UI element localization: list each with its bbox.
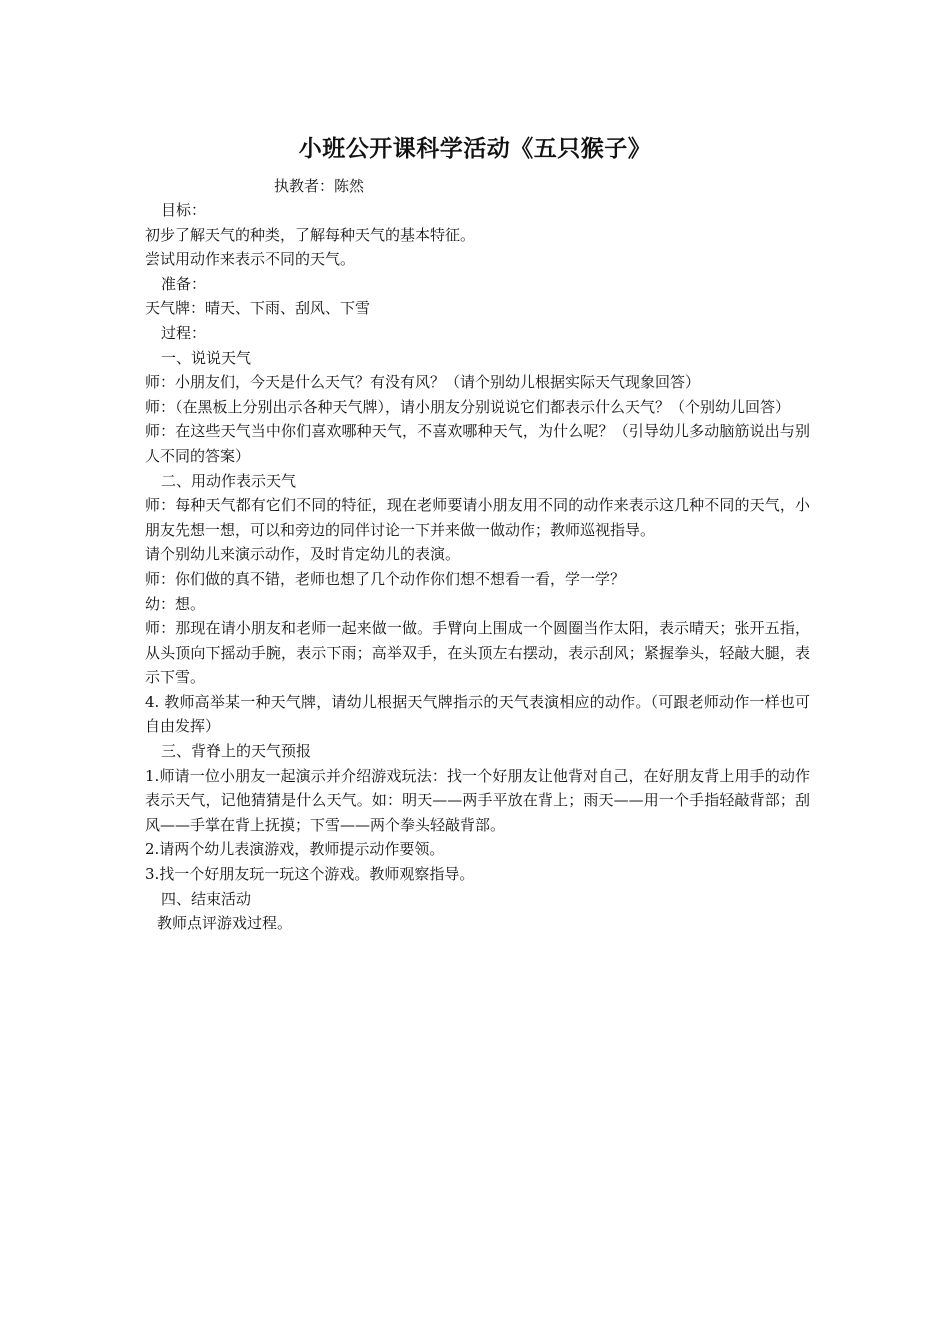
section-heading-preparation: 准备： [161,274,207,293]
paragraph: 1.师请一位小朋友一起演示并介绍游戏玩法：找一个好朋友让他背对自己，在好朋友背上用手的动作表示天气，记他猜猜是什么天气。如：明天——两手平放在背上；雨天——用一个手指轻敲背部；刮风——手掌在背上抚摸；下雪——两个拳头轻敲背部。 [145,766,810,834]
paragraph: 教师点评游戏过程。 [157,914,293,933]
goal-item: 尝试用动作来表示不同的天气。 [145,250,356,269]
paragraph: 3.找一个好朋友玩一玩这个游戏。教师观察指导。 [145,865,475,884]
document-title: 小班公开课科学活动《五只猴子》 [298,135,652,162]
goal-item: 初步了解天气的种类，了解每种天气的基本特征。 [145,225,476,244]
section-heading-process: 过程： [161,323,207,342]
paragraph: 请个别幼儿来演示动作，及时肯定幼儿的表演。 [145,545,461,564]
paragraph: 2.请两个幼儿表演游戏，教师提示动作要领。 [145,840,445,859]
paragraph: 师：在这些天气当中你们喜欢哪种天气，不喜欢哪种天气，为什么呢？（引导幼儿多动脑筋说出与别人不同的答案） [145,422,810,465]
preparation-item: 天气牌：晴天、下雨、刮风、下雪 [145,299,371,318]
document-body [145,198,810,936]
paragraph: 师：那现在请小朋友和老师一起来做一做。手臂向上围成一个圆圈当作太阳，表示晴天；张开五指，从头顶向下摇动手腕，表示下雨；高举双手，在头顶左右摆动，表示刮风；紧握拳头，轻敲大腿，表示下雪。 [145,619,810,687]
step-heading: 三、背脊上的天气预报 [161,742,312,761]
step-heading: 四、结束活动 [161,889,252,908]
paragraph: 师：小朋友们，今天是什么天气？有没有风？（请个别幼儿根据实际天气现象回答） [145,373,701,392]
paragraph: 幼：想。 [145,594,206,613]
paragraph: 师：每种天气都有它们不同的特征，现在老师要请小朋友用不同的动作来表示这几种不同的天气，小朋友先想一想，可以和旁边的同伴讨论一下并来做一做动作；教师巡视指导。 [145,496,810,539]
paragraph: 师：（在黑板上分别出示各种天气牌），请小朋友分别说说它们都表示什么天气？（个别幼儿回答） [145,397,791,416]
paragraph: 师：你们做的真不错，老师也想了几个动作你们想不想看一看，学一学？ [145,569,626,588]
section-heading-goals: 目标： [161,201,207,219]
paragraph: 4. 教师高举某一种天气牌，请幼儿根据天气牌指示的天气表演相应的动作。（可跟老师动作一样也可自由发挥） [145,692,810,736]
step-heading: 一、说说天气 [161,348,252,367]
author-line: 执教者：陈然 [274,177,365,195]
step-heading: 二、用动作表示天气 [161,471,297,490]
